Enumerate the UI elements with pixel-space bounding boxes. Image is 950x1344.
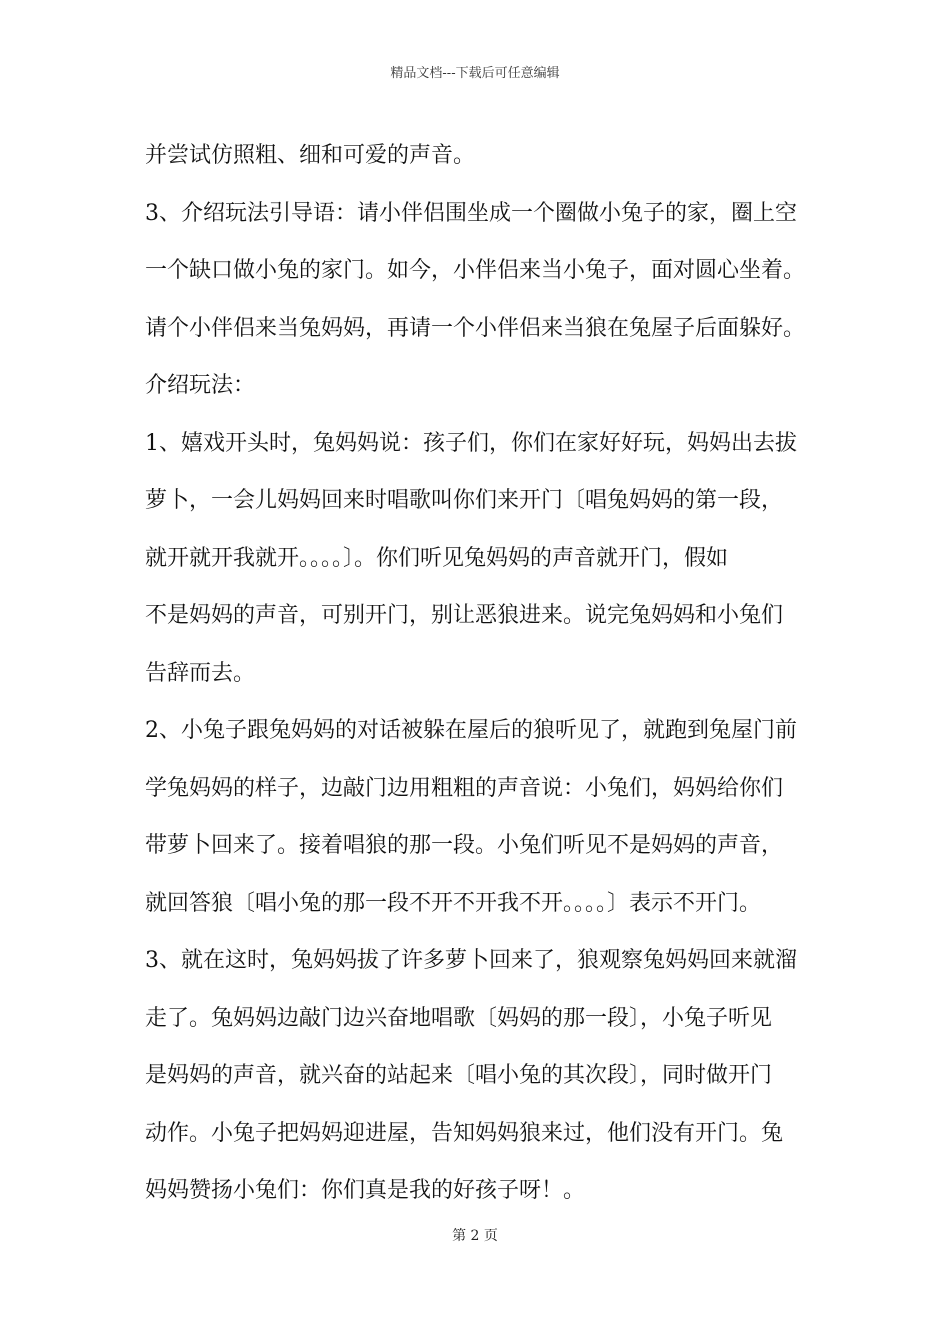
text-line: 萝卜，一会儿妈妈回来时唱歌叫你们来开门〔唱兔妈妈的第一段， [145,488,784,513]
text-line: 3、就在这时，兔妈妈拔了许多萝卜回来了，狼观察兔妈妈回来就溜 [145,948,797,973]
document-body [145,127,835,1220]
text-line: 请个小伴侣来当兔妈妈，再请一个小伴侣来当狼在兔屋子后面躲好。 [145,315,806,341]
text-line: 3、介绍玩法引导语：请小伴侣围坐成一个圈做小兔子的家，圈上空 [145,200,797,226]
page-number: 第 2 页 [452,1228,498,1244]
text-line: 是妈妈的声音，就兴奋的站起来〔唱小兔的其次段〕，同时做开门 [145,1063,773,1088]
text-line: 1、嬉戏开头时，兔妈妈说：孩子们，你们在家好好玩，妈妈出去拔 [145,430,797,456]
text-line: 告辞而去。 [145,660,256,686]
text-line: 一个缺口做小兔的家门。如今，小伴侣来当小兔子，面对圆心坐着。 [145,258,806,283]
text-line: 走了。兔妈妈边敲门边兴奋地唱歌〔妈妈的那一段〕，小兔子听见 [145,1005,773,1031]
text-line: 就开就开我就开。。。。〕。你们听见兔妈妈的声音就开门，假如 [145,545,729,571]
text-line: 并尝试仿照粗、细和可爱的声音。 [145,143,476,168]
text-line: 带萝卜回来了。接着唱狼的那一段。小兔们听见不是妈妈的声音， [145,833,784,858]
text-line: 就回答狼〔唱小兔的那一段不开不开我不开。。。。〕表示不开门。 [145,890,762,916]
text-line: 不是妈妈的声音，可别开门，别让恶狼进来。说完兔妈妈和小兔们 [145,603,784,628]
page-header: 精品文档---下载后可任意编辑 [390,66,560,81]
text-line: 2、小兔子跟兔妈妈的对话被躲在屋后的狼听见了，就跑到兔屋门前 [145,718,797,743]
text-line: 妈妈赞扬小兔们：你们真是我的好孩子呀！。 [145,1178,586,1203]
text-line: 动作。小兔子把妈妈迎进屋，告知妈妈狼来过，他们没有开门。兔 [145,1120,784,1146]
text-line: 介绍玩法： [145,373,256,398]
text-line: 学兔妈妈的样子，边敲门边用粗粗的声音说：小兔们，妈妈给你们 [145,775,784,801]
